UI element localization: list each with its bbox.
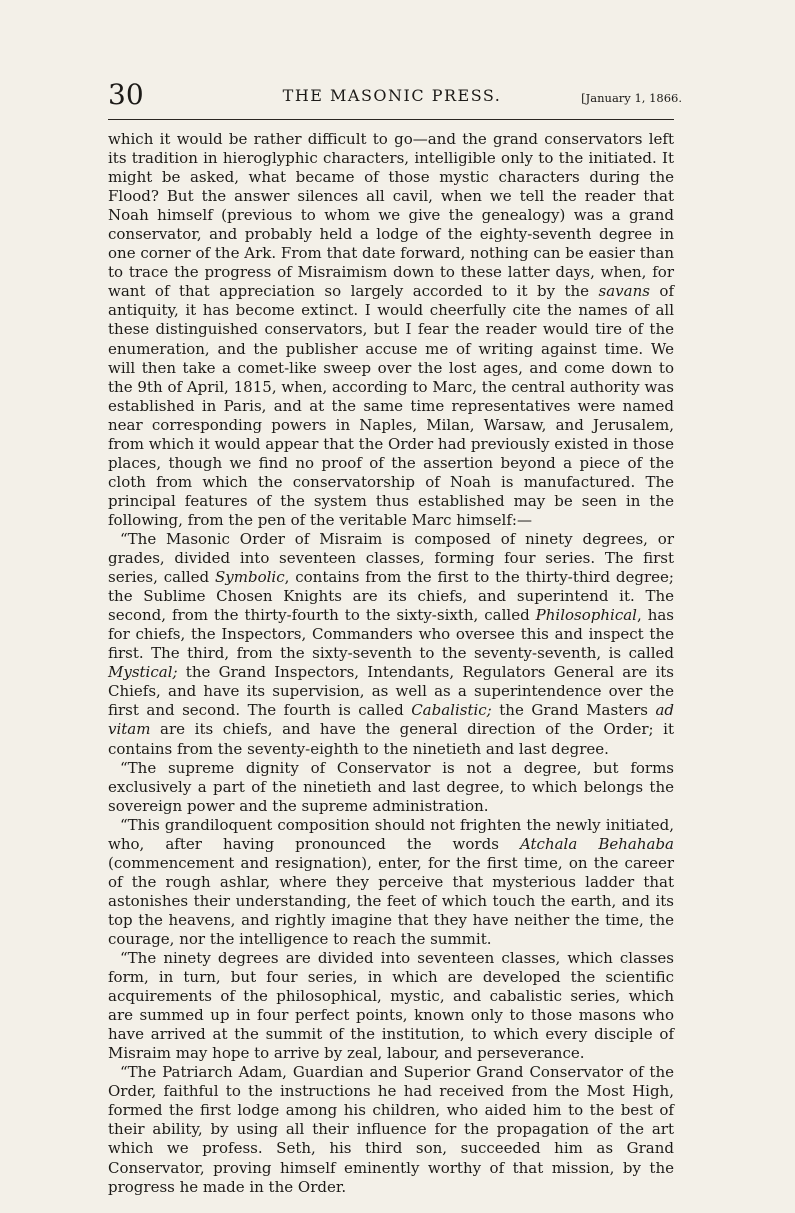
page-header — [108, 78, 682, 118]
paragraph-1: which it would be rather difficult to go—and the grand conservators left its tradition in hieroglyphic characters, intelligible only to the initiated. It might be asked, what became of those mystic characters during the Flood? But the answer silences all cavil, when we tell the reader that Noah himself (previous to whom we give the genealogy) was a grand conservator, and probably held a lodge of the eighty-seventh degree in one corner of the Ark. From that date forward, nothing can be easier than to trace the progress of Misraimism down to these latter days, when, for want of that appreciation so largely accorded to it by the savans of antiquity, it has become extinct. I would cheerfully cite the names of all these distinguished conservators, but I fear the reader would tire of the enumeration, and the publisher accuse me of writing against time. We will then take a comet-like sweep over the lost ages, and come down to the 9th of April, 1815, when, according to Marc, the central authority was established in Paris, and at the same time representatives were named near corresponding powers in Naples, Milan, Warsaw, and Jerusalem, from which it would appear that the Order had previously existed in those places, though we find no proof of the assertion beyond a piece of the cloth from which the conservatorship of Noah is manufactured. The principal features of the system thus established may be seen in the following, from the pen of the veritable Marc himself:— — [108, 130, 674, 529]
paragraph-6: “The Patriarch Adam, Guardian and Superior Grand Conservator of the Order, faithful to the instructions he had received from the Most High, formed the first lodge among his children, who aided him to the best of their ability, by using all their influence for the propagation of the art which we profess. Seth, his third son, succeeded him as Grand Conservator, proving himself eminently worthy of that mission, by the progress he made in the Order. — [108, 1063, 674, 1196]
page-number: 30 — [108, 78, 144, 111]
paragraph-5: “The ninety degrees are divided into seventeen classes, which classes form, in turn, but four series, in which are developed the scientific acquirements of the philosophical, mystic, and cabalistic series, which are summed up in four perfect points, known only to those masons who have arrived at the summit of the institution, to which every disciple of Misraim may hope to arrive by zeal, labour, and perseverance. — [108, 949, 674, 1063]
paragraph-4: “This grandiloquent composition should not frighten the newly initiated, who, after having pronounced the words Atchala Behahaba (commencement and resignation), enter, for the first time, on the career of the rough ashlar, where they perceive that mysterious ladder that astonishes their understanding, the feet of which touch the earth, and its top the heavens, and rightly imagine that they have neither the time, the courage, nor the intelligence to reach the summit. — [108, 815, 675, 948]
paragraph-2: “The Masonic Order of Misraim is composed of ninety degrees, or grades, divided into seventeen classes, forming four series. The first series, called Symbolic, contains from the first to the thirty-third degree; the Sublime Chosen Knights are its chiefs, and superintend it. The second, from the thirty-fourth to the sixty-sixth, called Philosophical, has for chiefs, the Inspectors, Commanders who oversee this and inspect the first. The third, from the sixty-seventh to the seventy-seventh, is called Mystical; the Grand Inspectors, Intendants, Regulators General are its Chiefs, and have its supervision, as well as a superintendence over the first and second. The fourth is called Cabalistic; the Grand Masters ad vitam are its chiefs, and have the general direction of the Order; it contains from the seventy-eighth to the ninetieth and last degree. — [108, 529, 675, 758]
running-title: THE MASONIC PRESS. — [282, 86, 502, 105]
issue-date: [January 1, 1866. — [581, 91, 682, 105]
article-body — [108, 130, 674, 1197]
header-rule — [108, 119, 674, 120]
paragraph-3: “The supreme dignity of Conservator is not a degree, but forms exclusively a part of the ninetieth and last degree, to which belongs the sovereign power and the supreme administration. — [108, 758, 674, 815]
